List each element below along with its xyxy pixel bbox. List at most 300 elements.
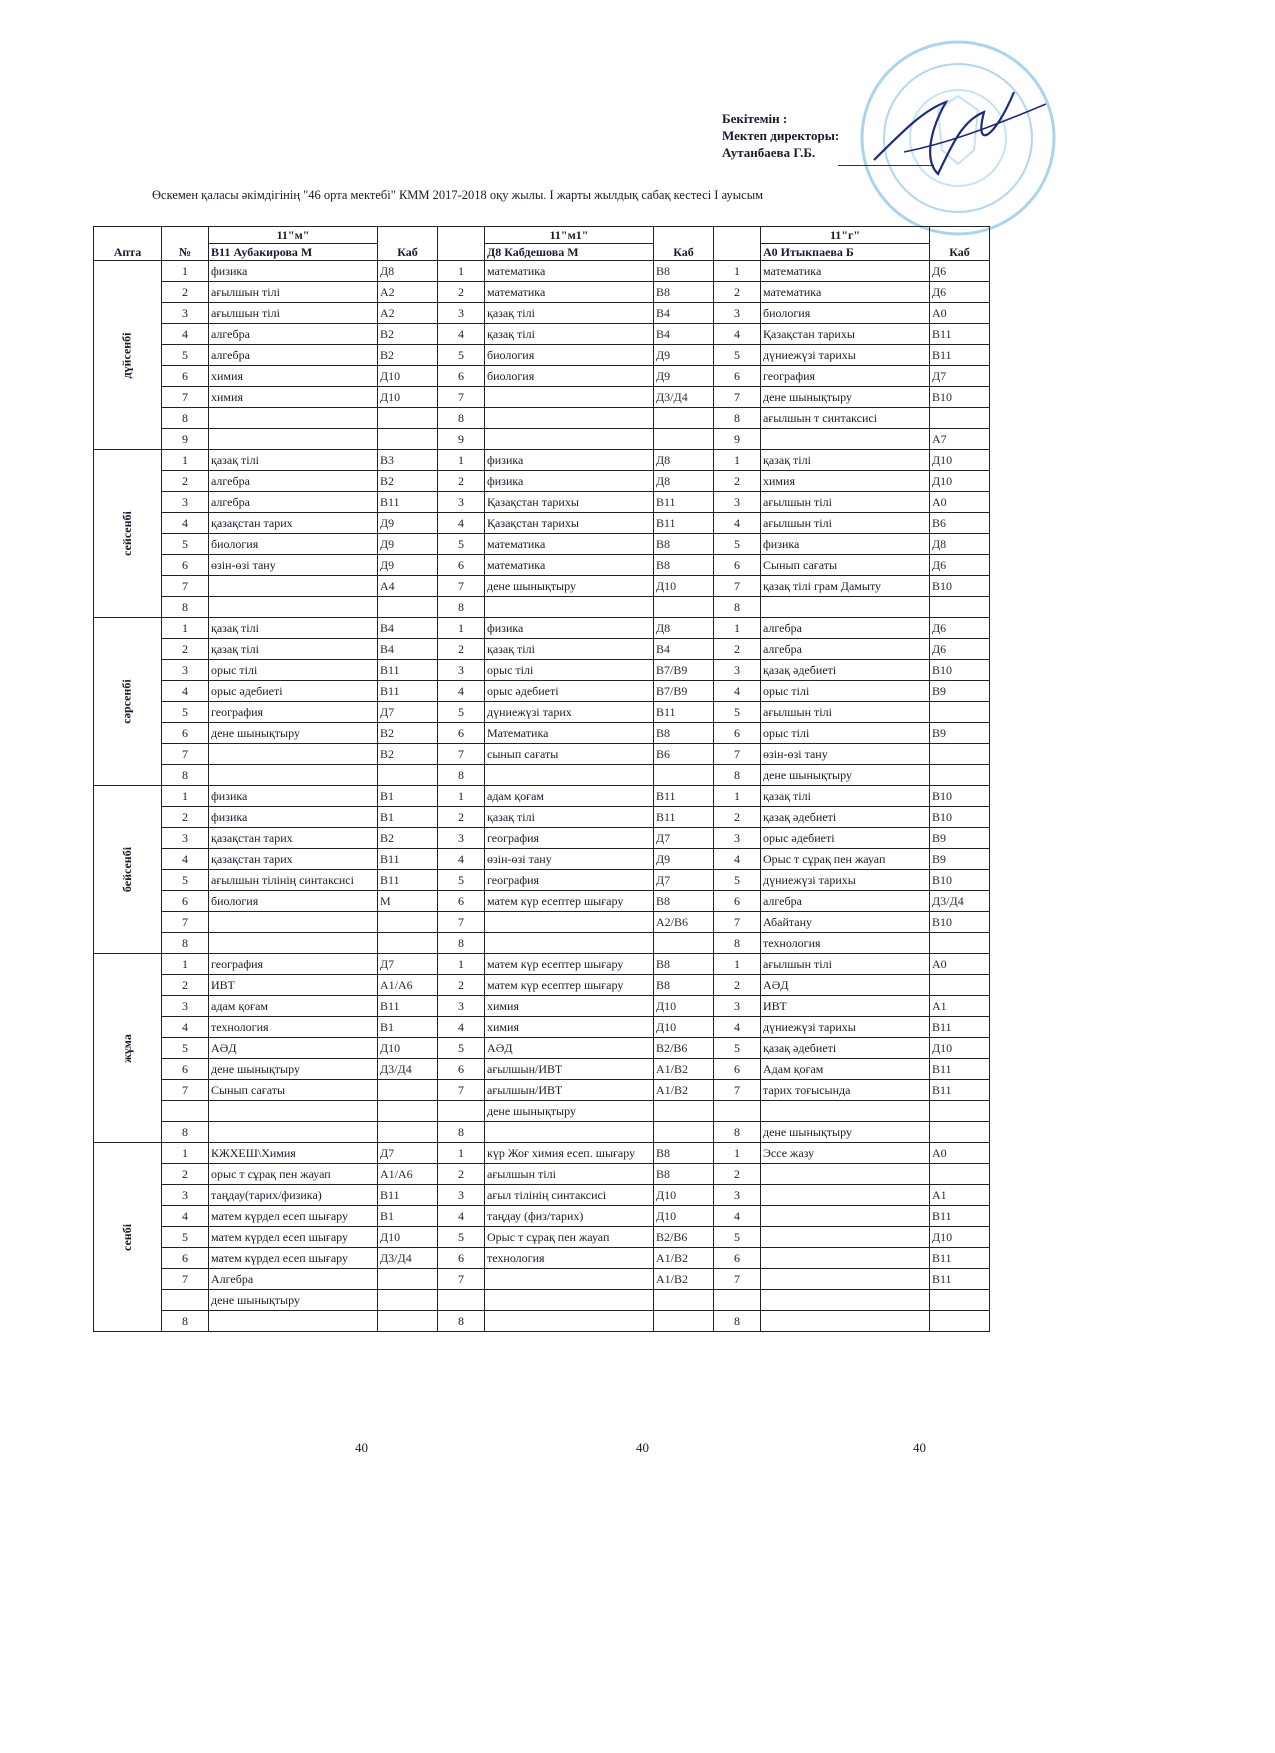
table-row xyxy=(94,471,990,492)
day-name xyxy=(94,450,162,618)
cell-class3-no: 5 xyxy=(714,345,761,366)
cell-class1-kab: Д9 xyxy=(378,534,438,555)
cell-class1-kab: В11 xyxy=(378,681,438,702)
cell-class3-no: 1 xyxy=(714,261,761,282)
cell-class1-kab xyxy=(378,933,438,954)
table-row xyxy=(94,1269,990,1290)
cell-class3-subject xyxy=(761,1164,930,1185)
cell-class1-kab: Д7 xyxy=(378,954,438,975)
cell-class3-no: 3 xyxy=(714,1185,761,1206)
cell-class2-subject: таңдау (физ/тарих) xyxy=(485,1206,654,1227)
cell-class3-no: 1 xyxy=(714,618,761,639)
cell-class2-kab: В4 xyxy=(654,324,714,345)
cell-class3-kab xyxy=(930,1101,990,1122)
cell-class3-subject: АӘД xyxy=(761,975,930,996)
header-teacher-1: В11 Аубакирова М xyxy=(209,244,378,261)
cell-class3-kab: Д6 xyxy=(930,618,990,639)
cell-class1-subject xyxy=(209,933,378,954)
cell-class3-subject: ағылшын т синтаксисі xyxy=(761,408,930,429)
cell-class1-kab xyxy=(378,408,438,429)
cell-class3-subject xyxy=(761,1227,930,1248)
cell-class3-no: 2 xyxy=(714,639,761,660)
cell-class3-subject: ағылшын тілі xyxy=(761,954,930,975)
cell-class2-no: 5 xyxy=(438,345,485,366)
approval-line-3: Аутанбаева Г.Б. xyxy=(722,145,816,160)
cell-class2-kab: В11 xyxy=(654,492,714,513)
cell-class3-kab: В10 xyxy=(930,387,990,408)
cell-class2-subject: Математика xyxy=(485,723,654,744)
cell-class1-subject: адам қоғам xyxy=(209,996,378,1017)
cell-class1-kab: В2 xyxy=(378,744,438,765)
cell-class2-no: 3 xyxy=(438,1185,485,1206)
cell-class3-kab: В11 xyxy=(930,324,990,345)
cell-class2-subject: Қазақстан тарихы xyxy=(485,492,654,513)
table-row xyxy=(94,807,990,828)
cell-class3-subject xyxy=(761,429,930,450)
cell-class1-no: 3 xyxy=(162,492,209,513)
cell-class2-subject: Қазақстан тарихы xyxy=(485,513,654,534)
cell-class1-subject: технология xyxy=(209,1017,378,1038)
signature-line xyxy=(838,165,934,166)
cell-class3-kab xyxy=(930,1122,990,1143)
cell-class3-no: 2 xyxy=(714,471,761,492)
cell-class2-subject: ағылшын тілі xyxy=(485,1164,654,1185)
cell-class2-subject: қазақ тілі xyxy=(485,639,654,660)
cell-class2-subject: адам қоғам xyxy=(485,786,654,807)
cell-class3-subject: дене шынықтыру xyxy=(761,765,930,786)
cell-class2-subject xyxy=(485,597,654,618)
cell-class3-subject: тарих тоғысында xyxy=(761,1080,930,1101)
table-row xyxy=(94,555,990,576)
cell-class2-subject: география xyxy=(485,828,654,849)
cell-class3-no: 4 xyxy=(714,324,761,345)
cell-class1-kab: Д3/Д4 xyxy=(378,1248,438,1269)
table-row xyxy=(94,870,990,891)
cell-class2-no: 2 xyxy=(438,639,485,660)
cell-class1-no: 2 xyxy=(162,807,209,828)
cell-class3-no: 7 xyxy=(714,912,761,933)
cell-class2-subject: математика xyxy=(485,555,654,576)
cell-class2-subject: биология xyxy=(485,345,654,366)
cell-class1-kab: В4 xyxy=(378,618,438,639)
cell-class3-no: 3 xyxy=(714,492,761,513)
cell-class2-no: 4 xyxy=(438,681,485,702)
day-name xyxy=(94,1143,162,1332)
table-row xyxy=(94,1227,990,1248)
cell-class1-subject: орыс т сұрақ пен жауап xyxy=(209,1164,378,1185)
cell-class2-no: 1 xyxy=(438,618,485,639)
cell-class2-no: 8 xyxy=(438,933,485,954)
cell-class1-no: 6 xyxy=(162,555,209,576)
cell-class2-no: 7 xyxy=(438,744,485,765)
day-label: бейсенбі xyxy=(119,846,134,893)
cell-class2-no: 3 xyxy=(438,303,485,324)
cell-class2-no: 1 xyxy=(438,261,485,282)
cell-class3-no: 3 xyxy=(714,828,761,849)
cell-class2-no: 8 xyxy=(438,765,485,786)
cell-class1-kab: В2 xyxy=(378,828,438,849)
cell-class2-kab: Д9 xyxy=(654,849,714,870)
cell-class1-subject xyxy=(209,597,378,618)
cell-class2-kab: А2/В6 xyxy=(654,912,714,933)
cell-class1-no: 6 xyxy=(162,1059,209,1080)
cell-class1-no: 7 xyxy=(162,912,209,933)
cell-class2-kab: Д9 xyxy=(654,345,714,366)
cell-class2-no: 1 xyxy=(438,450,485,471)
cell-class3-subject: Абайтану xyxy=(761,912,930,933)
cell-class2-subject: АӘД xyxy=(485,1038,654,1059)
cell-class2-kab: В7/В9 xyxy=(654,660,714,681)
cell-class1-no: 5 xyxy=(162,345,209,366)
table-row xyxy=(94,408,990,429)
cell-class2-subject xyxy=(485,912,654,933)
cell-class2-no: 7 xyxy=(438,387,485,408)
cell-class3-subject xyxy=(761,1206,930,1227)
cell-class3-subject: биология xyxy=(761,303,930,324)
cell-class1-no: 7 xyxy=(162,387,209,408)
table-row xyxy=(94,387,990,408)
cell-class2-kab: В8 xyxy=(654,261,714,282)
cell-class2-subject: математика xyxy=(485,534,654,555)
cell-class2-kab: В6 xyxy=(654,744,714,765)
table-row xyxy=(94,912,990,933)
cell-class1-subject xyxy=(209,744,378,765)
cell-class3-no: 4 xyxy=(714,1017,761,1038)
cell-class3-subject: орыс әдебиеті xyxy=(761,828,930,849)
cell-class1-kab: Д10 xyxy=(378,366,438,387)
cell-class2-subject: физика xyxy=(485,471,654,492)
cell-class1-no: 7 xyxy=(162,744,209,765)
cell-class3-no: 3 xyxy=(714,303,761,324)
cell-class3-no: 8 xyxy=(714,1311,761,1332)
cell-class2-kab xyxy=(654,1311,714,1332)
cell-class3-no: 4 xyxy=(714,1206,761,1227)
cell-class1-no: 4 xyxy=(162,849,209,870)
cell-class3-no: 5 xyxy=(714,702,761,723)
cell-class3-no: 5 xyxy=(714,1038,761,1059)
cell-class2-subject xyxy=(485,1290,654,1311)
cell-class3-subject: қазақ әдебиеті xyxy=(761,807,930,828)
cell-class3-subject xyxy=(761,1269,930,1290)
approval-line-1: Бекітемін : xyxy=(722,111,788,126)
cell-class3-no: 7 xyxy=(714,387,761,408)
cell-class2-no xyxy=(438,1290,485,1311)
cell-class2-subject: күр Жоғ химия есеп. шығару xyxy=(485,1143,654,1164)
cell-class2-kab: Д10 xyxy=(654,1017,714,1038)
cell-class1-no: 6 xyxy=(162,723,209,744)
cell-class3-kab: В10 xyxy=(930,870,990,891)
cell-class3-no: 9 xyxy=(714,429,761,450)
cell-class1-subject xyxy=(209,912,378,933)
cell-class1-kab: В3 xyxy=(378,450,438,471)
cell-class3-kab: Д6 xyxy=(930,261,990,282)
table-row xyxy=(94,1101,990,1122)
cell-class3-subject xyxy=(761,1290,930,1311)
cell-class3-no: 5 xyxy=(714,534,761,555)
cell-class1-kab: Д7 xyxy=(378,1143,438,1164)
cell-class1-subject: биология xyxy=(209,891,378,912)
cell-class1-kab xyxy=(378,1101,438,1122)
cell-class1-kab: Д10 xyxy=(378,1038,438,1059)
cell-class2-subject: дүниежүзі тарих xyxy=(485,702,654,723)
cell-class1-subject: қазақстан тарих xyxy=(209,828,378,849)
cell-class1-subject: таңдау(тарих/физика) xyxy=(209,1185,378,1206)
cell-class1-subject: физика xyxy=(209,786,378,807)
cell-class1-no: 2 xyxy=(162,975,209,996)
cell-class1-no: 8 xyxy=(162,765,209,786)
cell-class2-no: 8 xyxy=(438,408,485,429)
cell-class3-no: 5 xyxy=(714,870,761,891)
cell-class3-kab: В11 xyxy=(930,1059,990,1080)
cell-class3-kab: В11 xyxy=(930,1206,990,1227)
cell-class1-kab: А4 xyxy=(378,576,438,597)
cell-class3-no: 1 xyxy=(714,954,761,975)
cell-class2-kab: В11 xyxy=(654,807,714,828)
cell-class1-subject: ағылшын тілі xyxy=(209,303,378,324)
schedule-table xyxy=(93,226,990,1332)
cell-class1-subject: қазақ тілі xyxy=(209,639,378,660)
cell-class2-kab: А1/В2 xyxy=(654,1080,714,1101)
cell-class1-no: 4 xyxy=(162,513,209,534)
cell-class3-kab: В9 xyxy=(930,681,990,702)
cell-class3-no: 8 xyxy=(714,597,761,618)
cell-class3-subject: қазақ әдебиеті xyxy=(761,1038,930,1059)
cell-class2-no: 8 xyxy=(438,597,485,618)
cell-class1-kab: В11 xyxy=(378,870,438,891)
cell-class3-kab: В10 xyxy=(930,576,990,597)
cell-class1-subject: Алгебра xyxy=(209,1269,378,1290)
cell-class2-kab: Д7 xyxy=(654,870,714,891)
table-row xyxy=(94,744,990,765)
table-row xyxy=(94,534,990,555)
cell-class1-subject: қазақстан тарих xyxy=(209,849,378,870)
cell-class3-kab: В11 xyxy=(930,1080,990,1101)
cell-class3-kab: Д8 xyxy=(930,534,990,555)
cell-class3-kab xyxy=(930,975,990,996)
cell-class2-kab: В8 xyxy=(654,1143,714,1164)
cell-class2-subject: орыс әдебиеті xyxy=(485,681,654,702)
cell-class2-kab: В8 xyxy=(654,975,714,996)
cell-class3-no: 3 xyxy=(714,996,761,1017)
cell-class3-no: 6 xyxy=(714,555,761,576)
day-label: дүйсенбі xyxy=(120,331,134,379)
day-name xyxy=(94,618,162,786)
table-row xyxy=(94,933,990,954)
table-row xyxy=(94,513,990,534)
cell-class2-no: 2 xyxy=(438,807,485,828)
table-row xyxy=(94,681,990,702)
cell-class3-subject: география xyxy=(761,366,930,387)
cell-class1-kab: Д10 xyxy=(378,1227,438,1248)
cell-class1-no: 1 xyxy=(162,1143,209,1164)
cell-class3-kab: В10 xyxy=(930,912,990,933)
table-row xyxy=(94,618,990,639)
cell-class1-subject: алгебра xyxy=(209,345,378,366)
table-row xyxy=(94,576,990,597)
cell-class3-kab: А0 xyxy=(930,303,990,324)
cell-class3-subject: Сынып сағаты xyxy=(761,555,930,576)
cell-class1-kab: В2 xyxy=(378,324,438,345)
cell-class2-no: 7 xyxy=(438,1269,485,1290)
cell-class3-kab: А0 xyxy=(930,492,990,513)
cell-class1-subject: матем күрдел есеп шығару xyxy=(209,1206,378,1227)
table-row xyxy=(94,1290,990,1311)
document-title: Өскемен қаласы әкімдігінің "46 орта мектебі" КММ 2017-2018 оқу жылы. I жарты жылдық сабақ кестесі I ауысым xyxy=(152,188,764,202)
cell-class3-kab: Д3/Д4 xyxy=(930,891,990,912)
cell-class3-kab: Д6 xyxy=(930,639,990,660)
cell-class1-kab: Д7 xyxy=(378,702,438,723)
cell-class1-no: 8 xyxy=(162,597,209,618)
cell-class3-kab: А0 xyxy=(930,954,990,975)
cell-class2-kab: В8 xyxy=(654,723,714,744)
cell-class2-subject xyxy=(485,1311,654,1332)
cell-class2-kab: А1/В2 xyxy=(654,1269,714,1290)
cell-class2-subject: химия xyxy=(485,996,654,1017)
cell-class1-subject: география xyxy=(209,954,378,975)
cell-class3-kab xyxy=(930,702,990,723)
cell-class1-kab: В11 xyxy=(378,996,438,1017)
cell-class3-no: 6 xyxy=(714,723,761,744)
cell-class2-kab: В8 xyxy=(654,954,714,975)
cell-class1-no: 4 xyxy=(162,681,209,702)
cell-class1-kab: М xyxy=(378,891,438,912)
cell-class1-kab: Д9 xyxy=(378,555,438,576)
cell-class2-no: 4 xyxy=(438,1206,485,1227)
cell-class1-no: 2 xyxy=(162,282,209,303)
cell-class1-subject: география xyxy=(209,702,378,723)
cell-class2-subject: ағылшын/ИВТ xyxy=(485,1080,654,1101)
cell-class2-kab xyxy=(654,1101,714,1122)
cell-class2-subject: қазақ тілі xyxy=(485,324,654,345)
cell-class3-no xyxy=(714,1290,761,1311)
cell-class3-kab: А0 xyxy=(930,1143,990,1164)
cell-class2-subject: математика xyxy=(485,261,654,282)
cell-class2-no: 6 xyxy=(438,555,485,576)
cell-class3-no: 4 xyxy=(714,849,761,870)
table-row xyxy=(94,1080,990,1101)
cell-class1-no: 6 xyxy=(162,1248,209,1269)
cell-class3-subject: математика xyxy=(761,282,930,303)
cell-class3-kab xyxy=(930,1164,990,1185)
cell-class3-subject: дене шынықтыру xyxy=(761,1122,930,1143)
cell-class2-no: 6 xyxy=(438,1248,485,1269)
cell-class1-no: 5 xyxy=(162,1038,209,1059)
cell-class1-no: 3 xyxy=(162,660,209,681)
cell-class1-no: 3 xyxy=(162,1185,209,1206)
cell-class3-no: 1 xyxy=(714,1143,761,1164)
cell-class1-subject: дене шынықтыру xyxy=(209,1290,378,1311)
cell-class2-no: 1 xyxy=(438,954,485,975)
cell-class1-no: 3 xyxy=(162,996,209,1017)
cell-class2-kab: А1/В2 xyxy=(654,1248,714,1269)
table-row xyxy=(94,1164,990,1185)
cell-class3-subject: орыс тілі xyxy=(761,723,930,744)
cell-class3-subject xyxy=(761,1248,930,1269)
header-class-3: 11"г" xyxy=(761,227,930,244)
cell-class2-subject: сынып сағаты xyxy=(485,744,654,765)
cell-class1-subject: химия xyxy=(209,366,378,387)
cell-class1-subject: алгебра xyxy=(209,324,378,345)
cell-class2-subject: дене шынықтыру xyxy=(485,1101,654,1122)
table-row xyxy=(94,1248,990,1269)
cell-class2-no: 3 xyxy=(438,996,485,1017)
cell-class1-kab: В4 xyxy=(378,639,438,660)
cell-class3-subject: ағылшын тілі xyxy=(761,513,930,534)
header-class-2: 11"м1" xyxy=(485,227,654,244)
cell-class1-subject xyxy=(209,408,378,429)
cell-class1-kab xyxy=(378,1311,438,1332)
table-row xyxy=(94,660,990,681)
cell-class2-kab: Д9 xyxy=(654,366,714,387)
cell-class3-subject: қазақ әдебиеті xyxy=(761,660,930,681)
cell-class3-no: 6 xyxy=(714,1059,761,1080)
day-label: сейсенбі xyxy=(119,511,134,556)
table-row xyxy=(94,429,990,450)
cell-class2-subject: өзін-өзі тану xyxy=(485,849,654,870)
cell-class2-no: 4 xyxy=(438,324,485,345)
table-row xyxy=(94,1143,990,1164)
cell-class2-subject: қазақ тілі xyxy=(485,303,654,324)
cell-class2-no: 6 xyxy=(438,891,485,912)
cell-class3-no: 6 xyxy=(714,366,761,387)
cell-class2-kab xyxy=(654,408,714,429)
cell-class2-kab: В11 xyxy=(654,702,714,723)
day-label: жұма xyxy=(119,1033,134,1063)
cell-class3-no: 2 xyxy=(714,282,761,303)
cell-class3-subject xyxy=(761,1185,930,1206)
cell-class2-no: 6 xyxy=(438,1059,485,1080)
cell-class2-subject xyxy=(485,933,654,954)
cell-class3-kab xyxy=(930,933,990,954)
cell-class3-kab: В11 xyxy=(930,1248,990,1269)
cell-class2-no: 5 xyxy=(438,534,485,555)
cell-class2-kab xyxy=(654,1122,714,1143)
cell-class2-no: 5 xyxy=(438,1227,485,1248)
cell-class1-no: 8 xyxy=(162,1311,209,1332)
cell-class2-no: 2 xyxy=(438,282,485,303)
cell-class1-subject: алгебра xyxy=(209,471,378,492)
day-name xyxy=(94,261,162,450)
cell-class2-no: 7 xyxy=(438,912,485,933)
cell-class3-subject: Қазақстан тарихы xyxy=(761,324,930,345)
cell-class1-no: 5 xyxy=(162,1227,209,1248)
cell-class3-subject: алгебра xyxy=(761,639,930,660)
cell-class1-kab: В1 xyxy=(378,807,438,828)
cell-class3-subject: химия xyxy=(761,471,930,492)
cell-class2-subject xyxy=(485,1122,654,1143)
table-row xyxy=(94,765,990,786)
cell-class3-subject: алгебра xyxy=(761,618,930,639)
cell-class3-no: 8 xyxy=(714,765,761,786)
cell-class3-kab: Д6 xyxy=(930,282,990,303)
cell-class2-kab: В8 xyxy=(654,534,714,555)
cell-class3-kab: Д10 xyxy=(930,450,990,471)
table-row xyxy=(94,723,990,744)
table-row xyxy=(94,849,990,870)
cell-class3-kab xyxy=(930,597,990,618)
cell-class3-kab: В9 xyxy=(930,723,990,744)
cell-class2-no: 7 xyxy=(438,576,485,597)
cell-class3-kab: Д10 xyxy=(930,1227,990,1248)
table-row xyxy=(94,786,990,807)
cell-class1-subject: физика xyxy=(209,807,378,828)
cell-class2-subject: матем күр есептер шығару xyxy=(485,891,654,912)
cell-class2-no: 3 xyxy=(438,492,485,513)
cell-class1-subject xyxy=(209,1122,378,1143)
cell-class1-no xyxy=(162,1101,209,1122)
cell-class1-no: 4 xyxy=(162,1206,209,1227)
day-label: сенбі xyxy=(119,1223,134,1251)
